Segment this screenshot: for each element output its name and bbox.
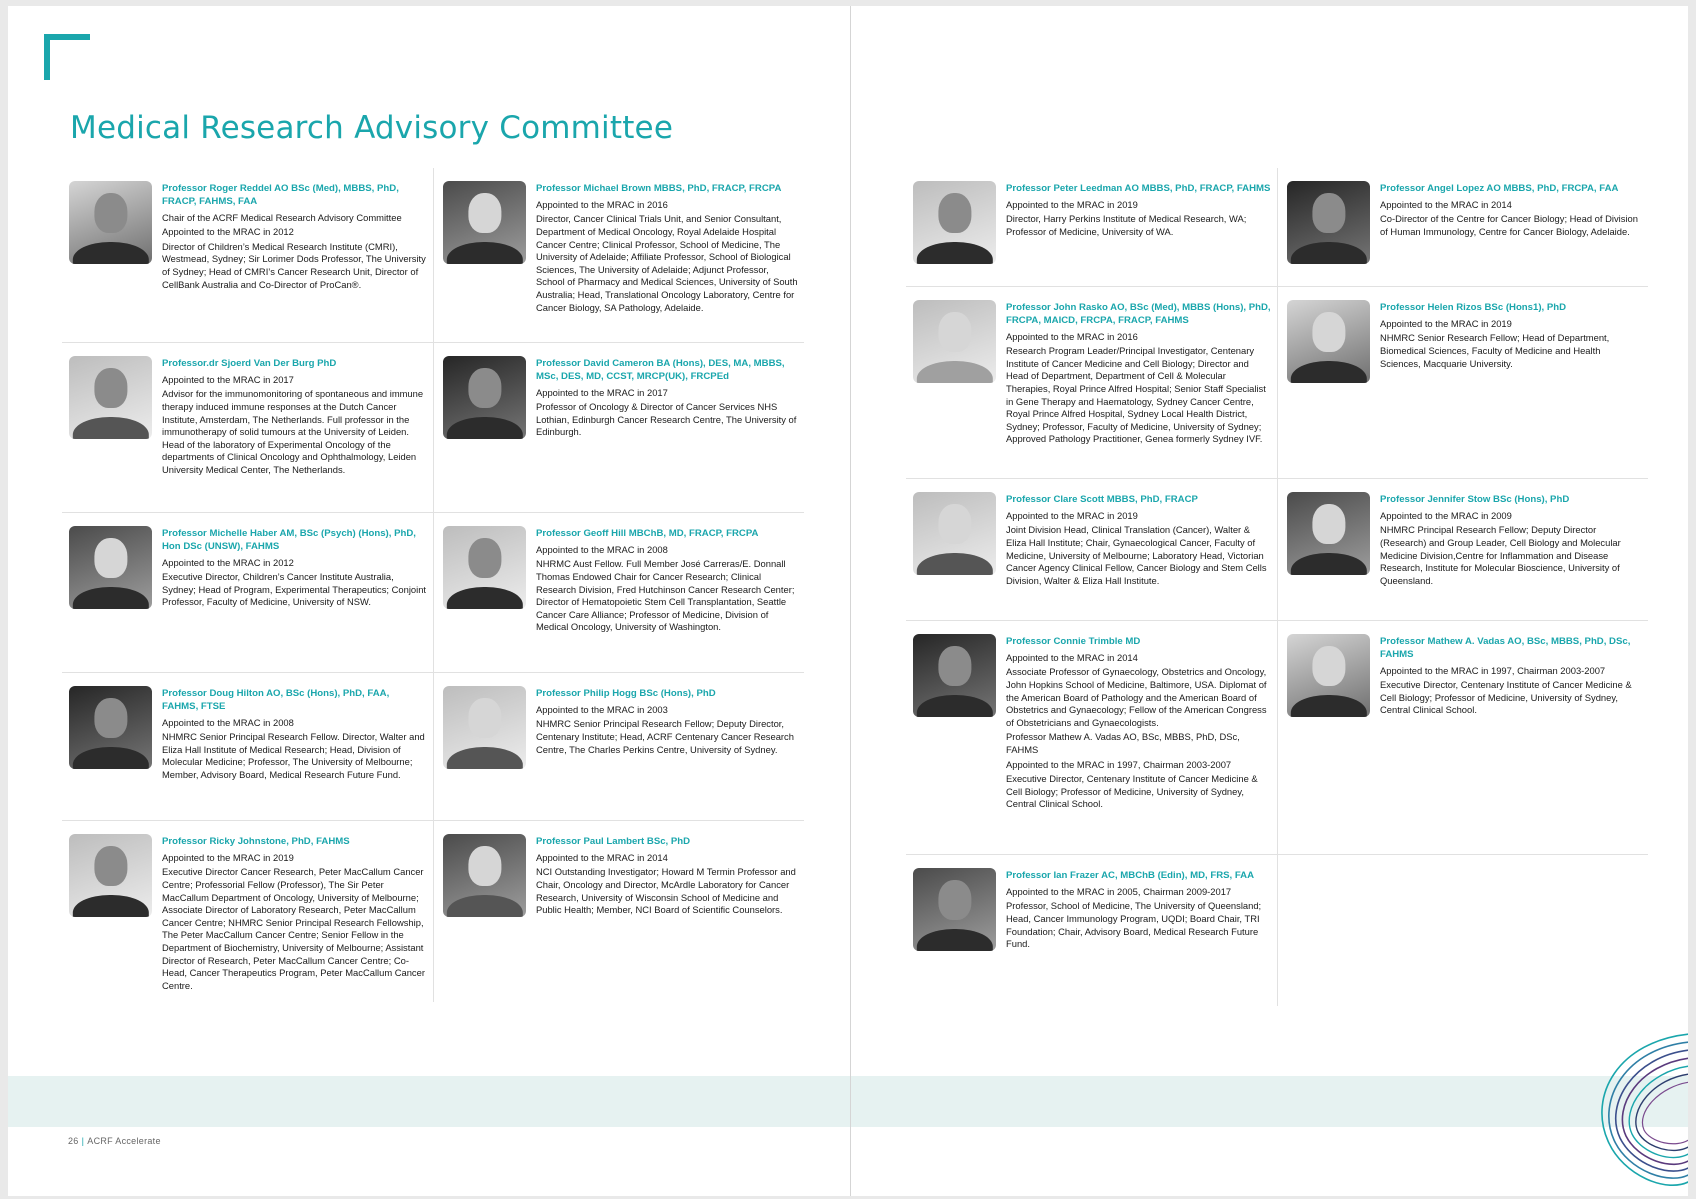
member-card (433, 672, 804, 820)
member-detail: Executive Director Cancer Research, Peter MacCallum Cancer Centre; Professorial Fellow (Professor), The Sir Peter MacCallum Department of Oncology, University of Melbourne; Associate Director of Laboratory Research, Peter MacCallum Cancer Centre; NHMRC Senior Principal Research Fellowship, The Peter MacCallum Cancer Centre; Senior Fellow in the Department of Biochemistry, University of Melbourne; Assistant Director of Research, Peter MacCallum Cancer Centre; Co-Head, Cancer Therapeutics Program, Peter MacCallum Cancer Centre. (162, 866, 425, 991)
right-page (850, 6, 1688, 1196)
member-detail: Appointed to the MRAC in 2017 (162, 373, 294, 385)
member-name: Professor Philip Hogg BSc (Hons), PhD (536, 688, 716, 699)
member-name: Professor Peter Leedman AO MBBS, PhD, FRACP, FAHMS (1006, 183, 1271, 194)
member-detail: Co-Director of the Centre for Cancer Biology; Head of Division of Human Immunology, Centre for Cancer Biology, Adelaide. (1380, 213, 1638, 237)
member-card (1277, 286, 1648, 478)
member-detail: Appointed to the MRAC in 2017 (536, 386, 668, 398)
member-card (906, 478, 1277, 620)
left-page (8, 6, 850, 1196)
member-card (1277, 168, 1648, 286)
member-detail: Executive Director, Centenary Institute of Cancer Medicine & Cell Biology; Professor of Medicine, University of Sydney, Central Clinical School. (1380, 679, 1632, 716)
member-detail: NHMRC Senior Research Fellow; Head of Department, Biomedical Sciences, Faculty of Medicine and Health Sciences, Macquarie University. (1380, 332, 1610, 369)
member-detail: Research Program Leader/Principal Investigator, Centenary Institute of Cancer Medicine and Cell Biology; Director and Head of Department, Department of Cell & Molecular Therapies, Royal Prince Alfred Hospital; Senior Staff Specialist in Gene Therapy and Haematology, Sydney Cancer Centre, Royal Prince Alfred Hospital, Sydney Local Health District, Sydney; Professor, Faculty of Medicine, University of Sydney; Approved Pathology Practitioner, Genea formerly Sydney IVF. (1006, 345, 1266, 445)
member-detail: Appointed to the MRAC in 2016 (536, 198, 668, 210)
member-detail: Executive Director, Centenary Institute of Cancer Medicine & Cell Biology; Professor of Medicine, University of Sydney, Central Clinical School. (1006, 773, 1258, 810)
member-photo (913, 492, 996, 575)
member-photo (69, 526, 152, 609)
member-photo (1287, 181, 1370, 264)
member-detail: Director, Harry Perkins Institute of Medical Research, WA; Professor of Medicine, University of WA. (1006, 213, 1247, 237)
member-card (62, 512, 433, 672)
member-card (1277, 478, 1648, 620)
member-detail: Chair of the ACRF Medical Research Advisory Committee (162, 211, 402, 223)
member-detail: Professor, School of Medicine, The University of Queensland; Head, Cancer Immunology Program, UQDI; Board Chair, TRI Foundation; Chair, Advisory Board, Medical Research Future Fund. (1006, 900, 1262, 950)
member-name: Professor Connie Trimble MD (1006, 636, 1141, 647)
member-photo (69, 356, 152, 439)
page-footer: 26 | ACRF Accelerate (68, 1136, 161, 1146)
member-photo (913, 181, 996, 264)
member-detail: Appointed to the MRAC in 2009 (1380, 509, 1512, 521)
member-photo (69, 181, 152, 264)
member-detail: Appointed to the MRAC in 2014 (536, 851, 668, 863)
member-detail: Appointed to the MRAC in 1997, Chairman 2003-2007 (1380, 664, 1606, 676)
member-name: Professor Michelle Haber AM, BSc (Psych) (Hons), PhD, Hon DSc (UNSW), FAHMS (162, 528, 416, 552)
member-photo (69, 834, 152, 917)
member-name: Professor Jennifer Stow BSc (Hons), PhD (1380, 494, 1570, 505)
member-card (1277, 620, 1648, 854)
member-detail: Appointed to the MRAC in 2014 (1380, 198, 1512, 210)
member-card (906, 854, 1277, 1006)
member-name: Professor Angel Lopez AO MBBS, PhD, FRCPA, FAA (1380, 183, 1619, 194)
member-card (433, 168, 804, 342)
member-name: Professor Geoff Hill MBChB, MD, FRACP, FRCPA (536, 528, 759, 539)
member-detail: NHMRC Principal Research Fellow; Deputy Director (Research) and Group Leader, Cell Biology and Molecular Medicine Division,Centre for Inflammation and Disease Research, Institute for Molecular Bioscience, University of Queensland. (1380, 524, 1621, 586)
member-detail: Appointed to the MRAC in 2014 (1006, 651, 1138, 663)
member-photo (443, 686, 526, 769)
member-name: Professor Clare Scott MBBS, PhD, FRACP (1006, 494, 1198, 505)
member-detail: Director, Cancer Clinical Trials Unit, and Senior Consultant, Department of Medical Oncology, Royal Adelaide Hospital Cancer Centre; Clinical Professor, School of Medicine, The University of Adelaide; Affiliate Professor, School of Biological Sciences, The University of Adelaide; Adjunct Professor, School of Pharmacy and Medical Sciences, University of South Australia; Head, Translational Oncology Laboratory, Centre for Cancer Biology, SA Pathology, Adelaide. (536, 213, 798, 313)
left-member-grid (62, 168, 804, 1002)
footer-band (8, 1076, 850, 1127)
member-detail: Appointed to the MRAC in 2016 (1006, 330, 1138, 342)
member-photo (1287, 492, 1370, 575)
member-detail: Associate Professor of Gynaecology, Obstetrics and Oncology, John Hopkins School of Medicine, Baltimore, USA. Diplomat of the American Board of Pathology and the American Board of Obstetrics and Gynaecology; Fellow of the American Congress of Obstetricians and Gynaecologists. (1006, 666, 1267, 728)
member-detail: Director of Children’s Medical Research Institute (CMRI), Westmead, Sydney; Sir Lorimer Dods Professor, The University of Sydney; Head of CMRI’s Cancer Research Unit, Director of CellBank Australia and Co-Director of ProCan®. (162, 240, 426, 290)
member-name: Professor David Cameron BA (Hons), DES, MA, MBBS, MSc, DES, MD, CCST, MRCP(UK), FRCPEd (536, 358, 785, 382)
member-detail: Professor of Oncology & Director of Cancer Services NHS Lothian, Edinburgh Cancer Research Centre, The University of Edinburgh. (536, 401, 797, 438)
member-photo (69, 686, 152, 769)
member-card (433, 342, 804, 512)
member-card (906, 286, 1277, 478)
member-photo (443, 356, 526, 439)
member-card (62, 168, 433, 342)
member-detail: NHRMC Aust Fellow. Full Member José Carreras/E. Donnall Thomas Endowed Chair for Cancer Research; Clinical Research Division, Fred Hutchinson Cancer Research Center; Director of Hematopoietic Stem Cell Transplantation, Seattle Cancer Care Alliance; Professor of Medicine, Division of Medical Oncology, University of Washington. (536, 558, 795, 633)
member-detail: NHMRC Senior Principal Research Fellow; Deputy Director, Centenary Institute; Head, ACRF Centenary Cancer Research Centre, The Charles Perkins Centre, University of Sydney. (536, 718, 794, 755)
member-card (62, 820, 433, 1002)
member-detail: Appointed to the MRAC in 2019 (1380, 317, 1512, 329)
publication-name: ACRF Accelerate (87, 1136, 161, 1146)
member-name: Professor Doug Hilton AO, BSc (Hons), PhD, FAA, FAHMS, FTSE (162, 688, 390, 712)
member-detail: Joint Division Head, Clinical Translation (Cancer), Walter & Eliza Hall Institute; Chair, Gynaecological Cancer, Faculty of Medicine, University of Melbourne; Laboratory Head, Victorian Cancer Agency Clinical Fellow, Cancer Biology and Stem Cells Division, Walter & Eliza Hall Institute. (1006, 524, 1267, 586)
member-card (433, 820, 804, 1002)
member-photo (1287, 634, 1370, 717)
member-card (62, 342, 433, 512)
member-name: Professor Helen Rizos BSc (Hons1), PhD (1380, 302, 1567, 313)
member-name: Professor Ricky Johnstone, PhD, FAHMS (162, 836, 350, 847)
swirl-graphic-icon (1578, 1016, 1688, 1196)
member-detail: Advisor for the immunomonitoring of spontaneous and immune therapy induced immune responses at the Dutch Cancer Institute, Amsterdam, The Netherlands. Full professor in the immunotherapy of solid tumours at the University of Leiden. Head of the laboratory of Experimental Oncology of the departments of Clinical Oncology and Ophthalmology, Leiden University Medical Center, The Netherlands. (162, 388, 424, 475)
member-photo (913, 634, 996, 717)
member-name: Professor.dr Sjoerd Van Der Burg PhD (162, 358, 337, 369)
member-detail: Appointed to the MRAC in 2003 (536, 703, 668, 715)
member-card (433, 512, 804, 672)
member-detail: NHMRC Senior Principal Research Fellow. Director, Walter and Eliza Hall Institute of Medical Research; Head, Division of Molecular Medicine; Professor, The University of Melbourne; Member, Advisory Board, Medical Research Future Fund. (162, 731, 425, 780)
page-title: Medical Research Advisory Committee (70, 110, 674, 146)
member-detail: Executive Director, Children’s Cancer Institute Australia, Sydney; Head of Program, Experimental Therapeutics; Conjoint Professor, Faculty of Medicine, University of NSW. (162, 571, 427, 608)
member-photo (1287, 300, 1370, 383)
member-card (906, 168, 1277, 286)
member-detail: Appointed to the MRAC in 2019 (1006, 198, 1138, 210)
member-photo (443, 834, 526, 917)
footer-band (851, 1076, 1688, 1127)
member-detail: Appointed to the MRAC in 2019 (162, 851, 294, 863)
member-card (906, 620, 1277, 854)
member-photo (913, 300, 996, 383)
member-name: Professor Mathew A. Vadas AO, BSc, MBBS, PhD, DSc, FAHMS (1380, 636, 1631, 660)
member-photo (443, 526, 526, 609)
page-number: 26 (68, 1136, 79, 1146)
member-card (62, 672, 433, 820)
member-photo (443, 181, 526, 264)
member-detail: Appointed to the MRAC in 2012 (162, 226, 294, 238)
member-detail: Appointed to the MRAC in 2005, Chairman 2009-2017 (1006, 885, 1232, 897)
member-detail: Appointed to the MRAC in 2019 (1006, 509, 1138, 521)
member-name: Professor Roger Reddel AO BSc (Med), MBBS, PhD, FRACP, FAHMS, FAA (162, 183, 399, 207)
right-member-grid (906, 168, 1648, 1006)
member-name: Professor Paul Lambert BSc, PhD (536, 836, 691, 847)
member-name: Professor Ian Frazer AC, MBChB (Edin), MD, FRS, FAA (1006, 870, 1255, 881)
empty-cell (1277, 854, 1648, 1006)
member-detail: Appointed to the MRAC in 1997, Chairman 2003-2007 (1006, 758, 1232, 770)
member-detail: Appointed to the MRAC in 2008 (536, 543, 668, 555)
member-detail: NCI Outstanding Investigator; Howard M Termin Professor and Chair, Oncology and Director, McArdle Laboratory for Cancer Research, University of Wisconsin School of Medicine and Public Health; Member, NCI Board of Scientific Counselors. (536, 866, 796, 916)
member-photo (913, 868, 996, 951)
member-detail: Appointed to the MRAC in 2012 (162, 556, 294, 568)
member-detail: Appointed to the MRAC in 2008 (162, 716, 294, 728)
member-name: Professor Michael Brown MBBS, PhD, FRACP, FRCPA (536, 183, 782, 194)
corner-bracket-icon (44, 34, 90, 80)
member-name: Professor John Rasko AO, BSc (Med), MBBS (Hons), PhD, FRCPA, MAICD, FRCPA, FRACP, FAHMS (1006, 302, 1271, 326)
member-detail: Professor Mathew A. Vadas AO, BSc, MBBS, PhD, DSc, FAHMS (1006, 731, 1240, 755)
